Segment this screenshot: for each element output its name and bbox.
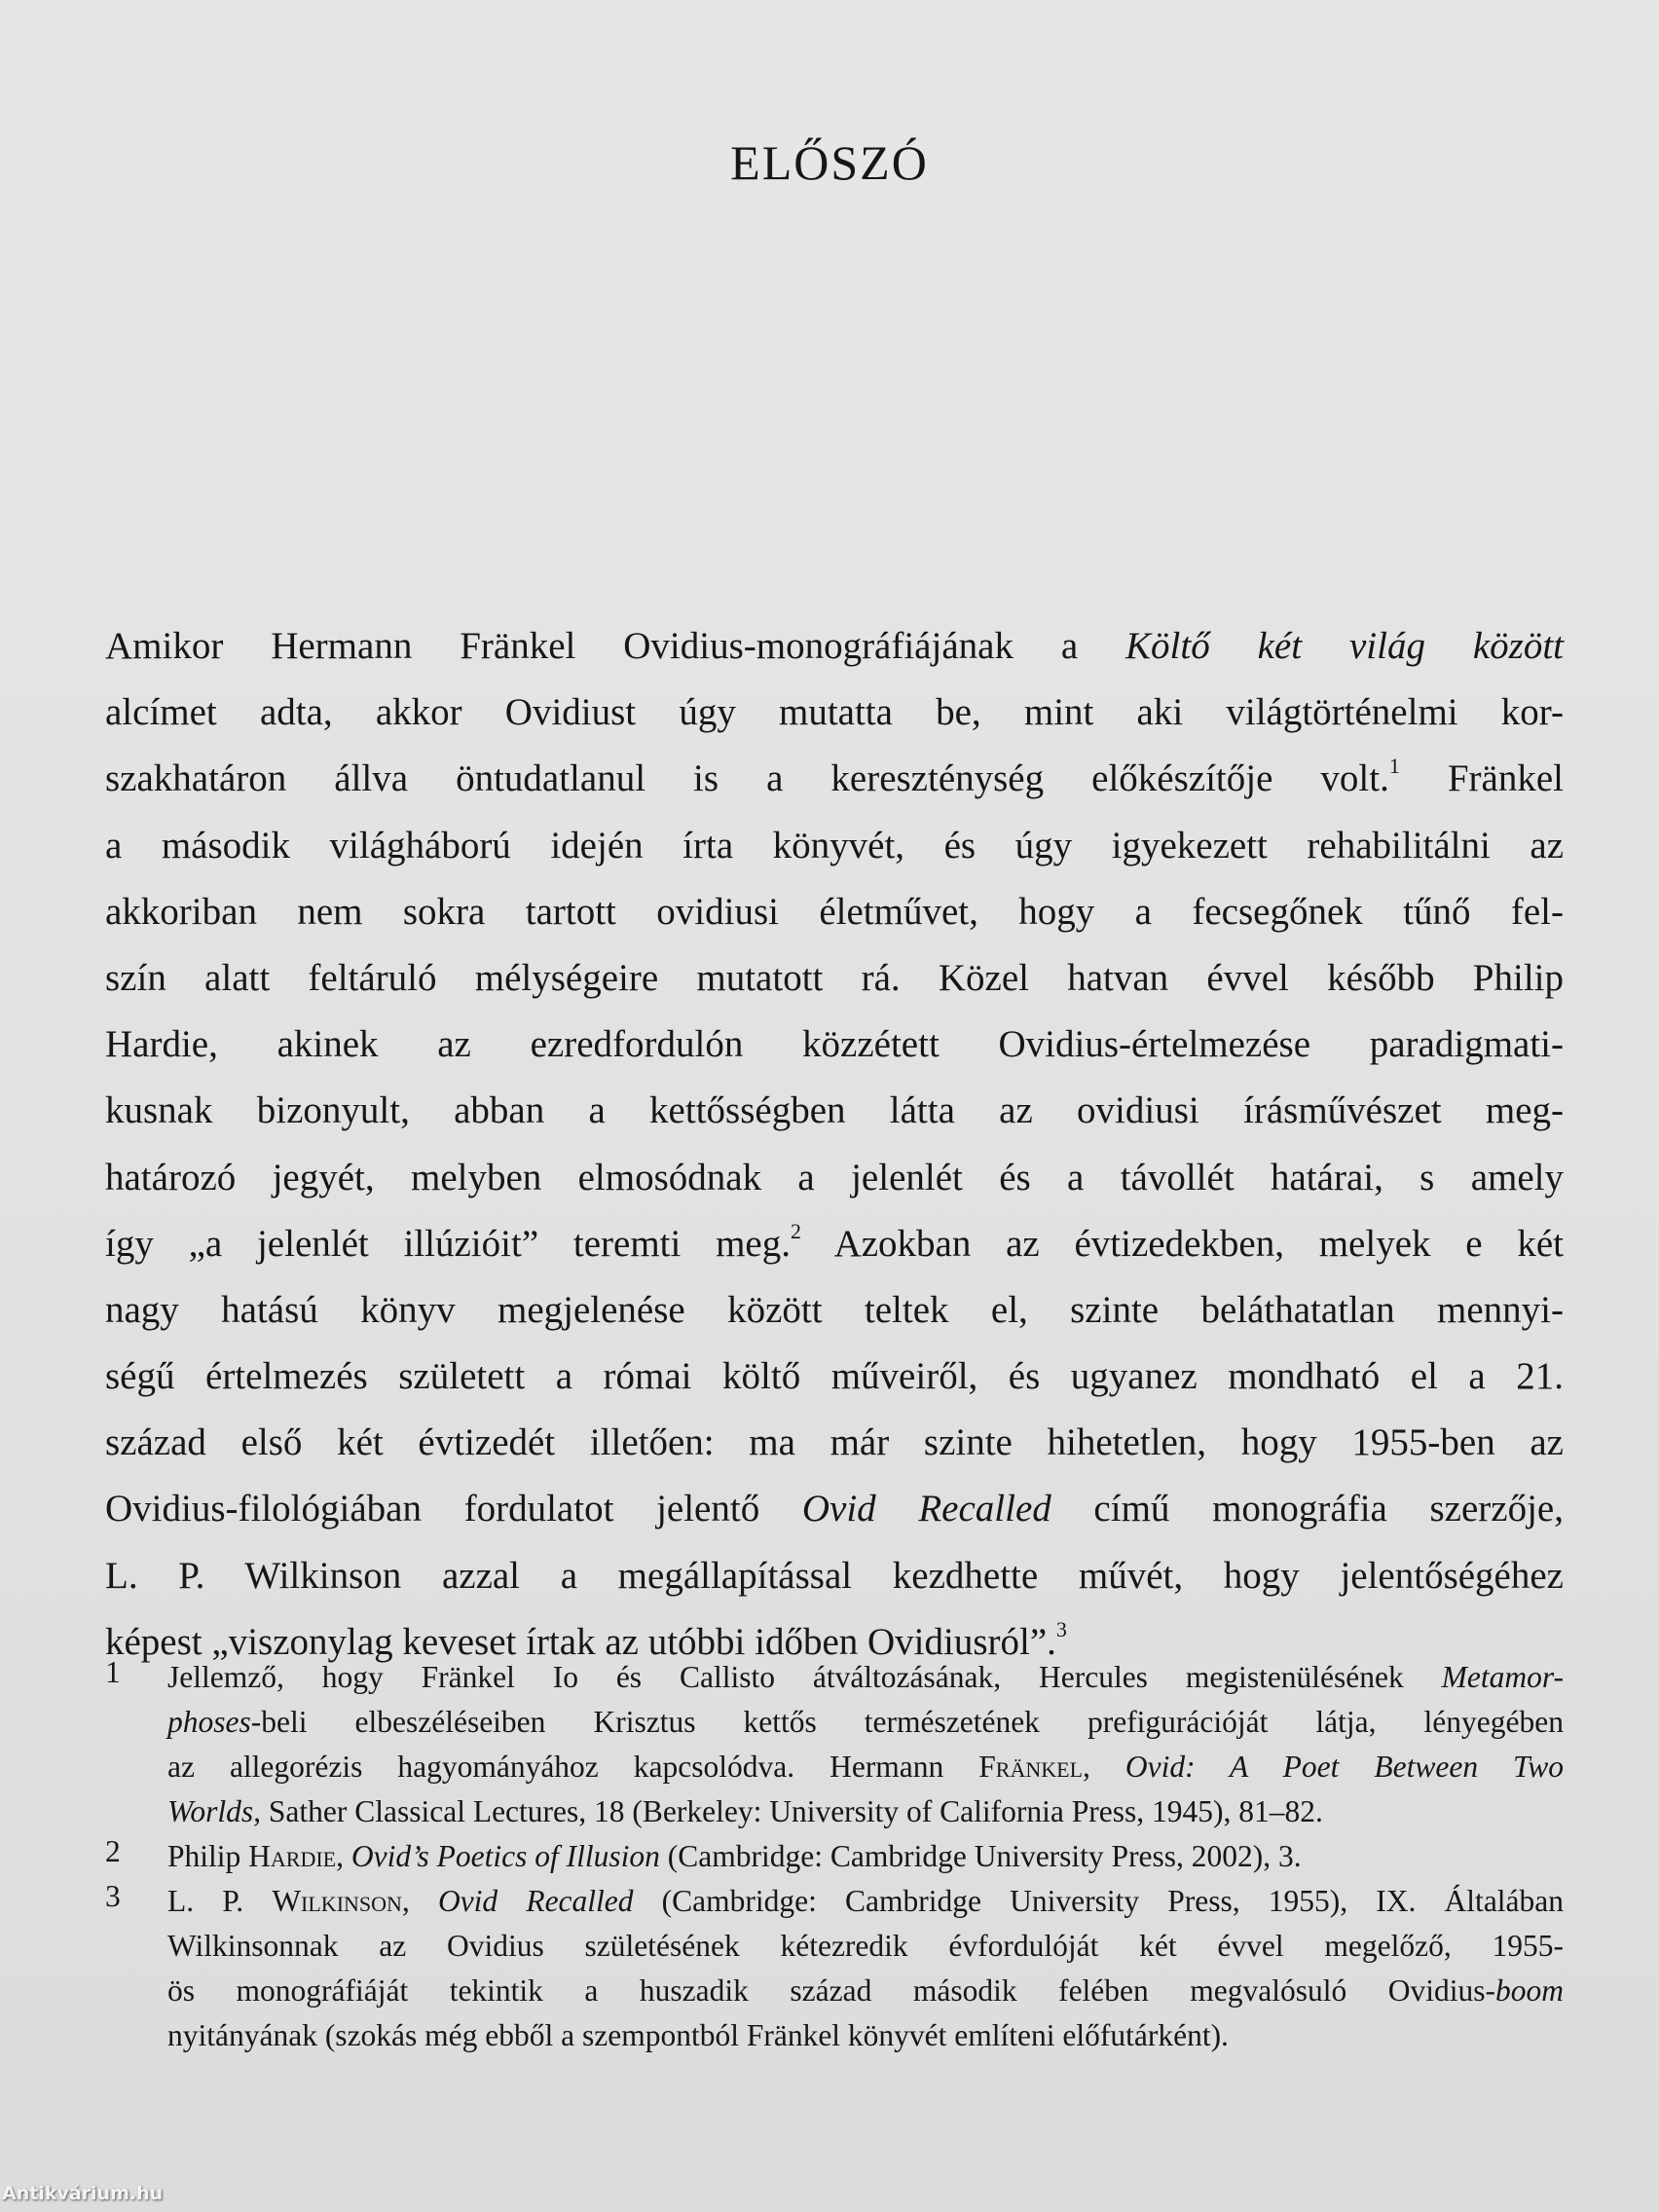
footnote-line bbox=[167, 1834, 1564, 1879]
text-run: című monográfia szerzője, bbox=[1051, 1488, 1564, 1530]
footnote-line bbox=[167, 1655, 1564, 1700]
footnote-line bbox=[167, 1924, 1564, 1969]
text-run: L. P. bbox=[167, 1884, 273, 1918]
footnote-text bbox=[167, 1655, 1564, 1834]
footnote-number: 2 bbox=[105, 1834, 121, 1868]
text-run: Amikor Hermann Fränkel Ovidius-monográfiájának a bbox=[105, 625, 1126, 667]
text-run: , bbox=[1083, 1750, 1125, 1784]
footnote-number: 1 bbox=[105, 1655, 121, 1689]
body-line bbox=[105, 1145, 1564, 1211]
body-line bbox=[105, 879, 1564, 945]
text-run: Wilkinsonnak az Ovidius születésének kétezredik évfordulóját két évvel megelőző, 1955- bbox=[167, 1929, 1564, 1963]
text-run: Ovidius-filológiában fordulatot jelentő bbox=[105, 1488, 802, 1530]
text-run: nyitányának (szokás még ebből a szempontból Fränkel könyvét említeni előfutárként). bbox=[167, 2018, 1229, 2052]
text-run: az allegorézis hagyományához kapcsolódva. Hermann bbox=[167, 1750, 979, 1784]
text-run: ös monográfiáját tekintik a huszadik század második felében megvalósuló Ovidius- bbox=[167, 1973, 1495, 2008]
text-run: boom bbox=[1495, 1973, 1564, 2008]
body-text bbox=[105, 613, 1564, 1676]
text-run: phoses bbox=[167, 1705, 251, 1739]
text-run: Ovid: A Poet Between Two bbox=[1124, 1750, 1564, 1784]
text-run: így „a jelenlét illúzióit” teremti meg. bbox=[105, 1222, 791, 1265]
footnote bbox=[105, 1655, 1564, 1834]
footnote-line bbox=[167, 1700, 1564, 1745]
text-run: Költő két világ között bbox=[1125, 625, 1564, 667]
text-run: század első két évtizedét illetően: ma már szinte hihetetlen, hogy 1955-ben az bbox=[105, 1421, 1564, 1464]
body-line bbox=[105, 680, 1564, 746]
text-run: -beli elbeszéléseiben Krisztus kettős természetének prefigurációját látja, lényegében bbox=[250, 1705, 1564, 1739]
body-line bbox=[105, 1410, 1564, 1476]
text-run: (Cambridge: Cambridge University Press, 1955), IX. Általában bbox=[633, 1884, 1565, 1918]
footnote-line bbox=[167, 1789, 1564, 1834]
footnote-line bbox=[167, 1745, 1564, 1789]
footnote-ref: 3 bbox=[1055, 1616, 1067, 1641]
watermark: Antikvárium.hu bbox=[2, 2183, 164, 2204]
text-run: (Cambridge: Cambridge University Press, 2002), 3. bbox=[659, 1839, 1302, 1873]
footnote bbox=[105, 1834, 1564, 1879]
text-run: ségű értelmezés született a római költő műveiről, és ugyanez mondható el a 21. bbox=[105, 1355, 1564, 1398]
page-title: ELŐSZÓ bbox=[730, 135, 929, 190]
text-run: Ovid Recalled bbox=[437, 1884, 634, 1918]
text-run: Jellemző, hogy Fränkel Io és Callisto átváltozásának, Hercules megistenülésének bbox=[167, 1660, 1442, 1694]
body-line bbox=[105, 1277, 1564, 1344]
text-run: Philip bbox=[167, 1839, 249, 1873]
body-line bbox=[105, 1344, 1564, 1410]
text-run: Hardie bbox=[248, 1839, 337, 1873]
body-line bbox=[105, 813, 1564, 879]
footnote-ref: 1 bbox=[1388, 754, 1400, 779]
text-run: képest „viszonylag keveset írtak az utóbbi időben Ovidiusról”. bbox=[105, 1620, 1056, 1663]
body-line bbox=[105, 945, 1564, 1012]
footnote-line bbox=[167, 2013, 1564, 2058]
text-run: a második világháború idején írta könyvét, és úgy igyekezett rehabilitálni az bbox=[105, 824, 1564, 866]
footnote-line bbox=[167, 1969, 1564, 2013]
text-run: , bbox=[336, 1839, 351, 1873]
body-line bbox=[105, 1543, 1564, 1609]
footnote-text bbox=[167, 1834, 1564, 1879]
text-run: Worlds, bbox=[167, 1794, 261, 1828]
footnote-number: 3 bbox=[105, 1879, 121, 1913]
body-line bbox=[105, 1211, 1564, 1277]
footnotes bbox=[105, 1655, 1564, 2058]
text-run: Metamor- bbox=[1441, 1660, 1564, 1694]
body-line bbox=[105, 1078, 1564, 1144]
text-run: szín alatt feltáruló mélységeire mutatott rá. Közel hatvan évvel később Philip bbox=[105, 956, 1564, 999]
body-line bbox=[105, 613, 1564, 680]
footnote-text bbox=[167, 1879, 1564, 2058]
text-run: akkoriban nem sokra tartott ovidiusi életművet, hogy a fecsegőnek tűnő fel- bbox=[105, 890, 1564, 933]
text-run: Fränkel bbox=[978, 1750, 1084, 1784]
text-run: Ovid Recalled bbox=[801, 1488, 1051, 1530]
footnote bbox=[105, 1879, 1564, 2058]
text-run: kusnak bizonyult, abban a kettősségben látta az ovidiusi írásművészet meg- bbox=[105, 1089, 1564, 1132]
text-run: Fränkel bbox=[1399, 757, 1564, 800]
text-run: határozó jegyét, melyben elmosódnak a jelenlét és a távollét határai, s amely bbox=[105, 1156, 1564, 1198]
text-run: , bbox=[401, 1884, 438, 1918]
body-line bbox=[105, 1476, 1564, 1542]
text-run: alcímet adta, akkor Ovidiust úgy mutatta be, mint aki világtörténelmi kor- bbox=[105, 691, 1564, 734]
body-line bbox=[105, 746, 1564, 812]
footnote-ref: 2 bbox=[790, 1218, 801, 1243]
text-run: Sather Classical Lectures, 18 (Berkeley: University of California Press, 1945), 81–82. bbox=[261, 1794, 1323, 1828]
text-run: Ovid’s Poetics of Illusion bbox=[350, 1839, 660, 1873]
text-run: L. P. Wilkinson azzal a megállapítással kezdhette művét, hogy jelentőségéhez bbox=[105, 1554, 1564, 1597]
text-run: Wilkinson bbox=[272, 1884, 402, 1918]
footnote-line bbox=[167, 1879, 1564, 1924]
text-run: Hardie, akinek az ezredfordulón közzétett Ovidius-értelmezése paradigmati- bbox=[105, 1023, 1564, 1066]
text-run: szakhatáron állva öntudatlanul is a kereszténység előkészítője volt. bbox=[105, 757, 1389, 800]
text-run: Azokban az évtizedekben, melyek e két bbox=[800, 1222, 1564, 1265]
text-run: nagy hatású könyv megjelenése között teltek el, szinte beláthatatlan mennyi- bbox=[105, 1288, 1564, 1331]
body-line bbox=[105, 1012, 1564, 1078]
